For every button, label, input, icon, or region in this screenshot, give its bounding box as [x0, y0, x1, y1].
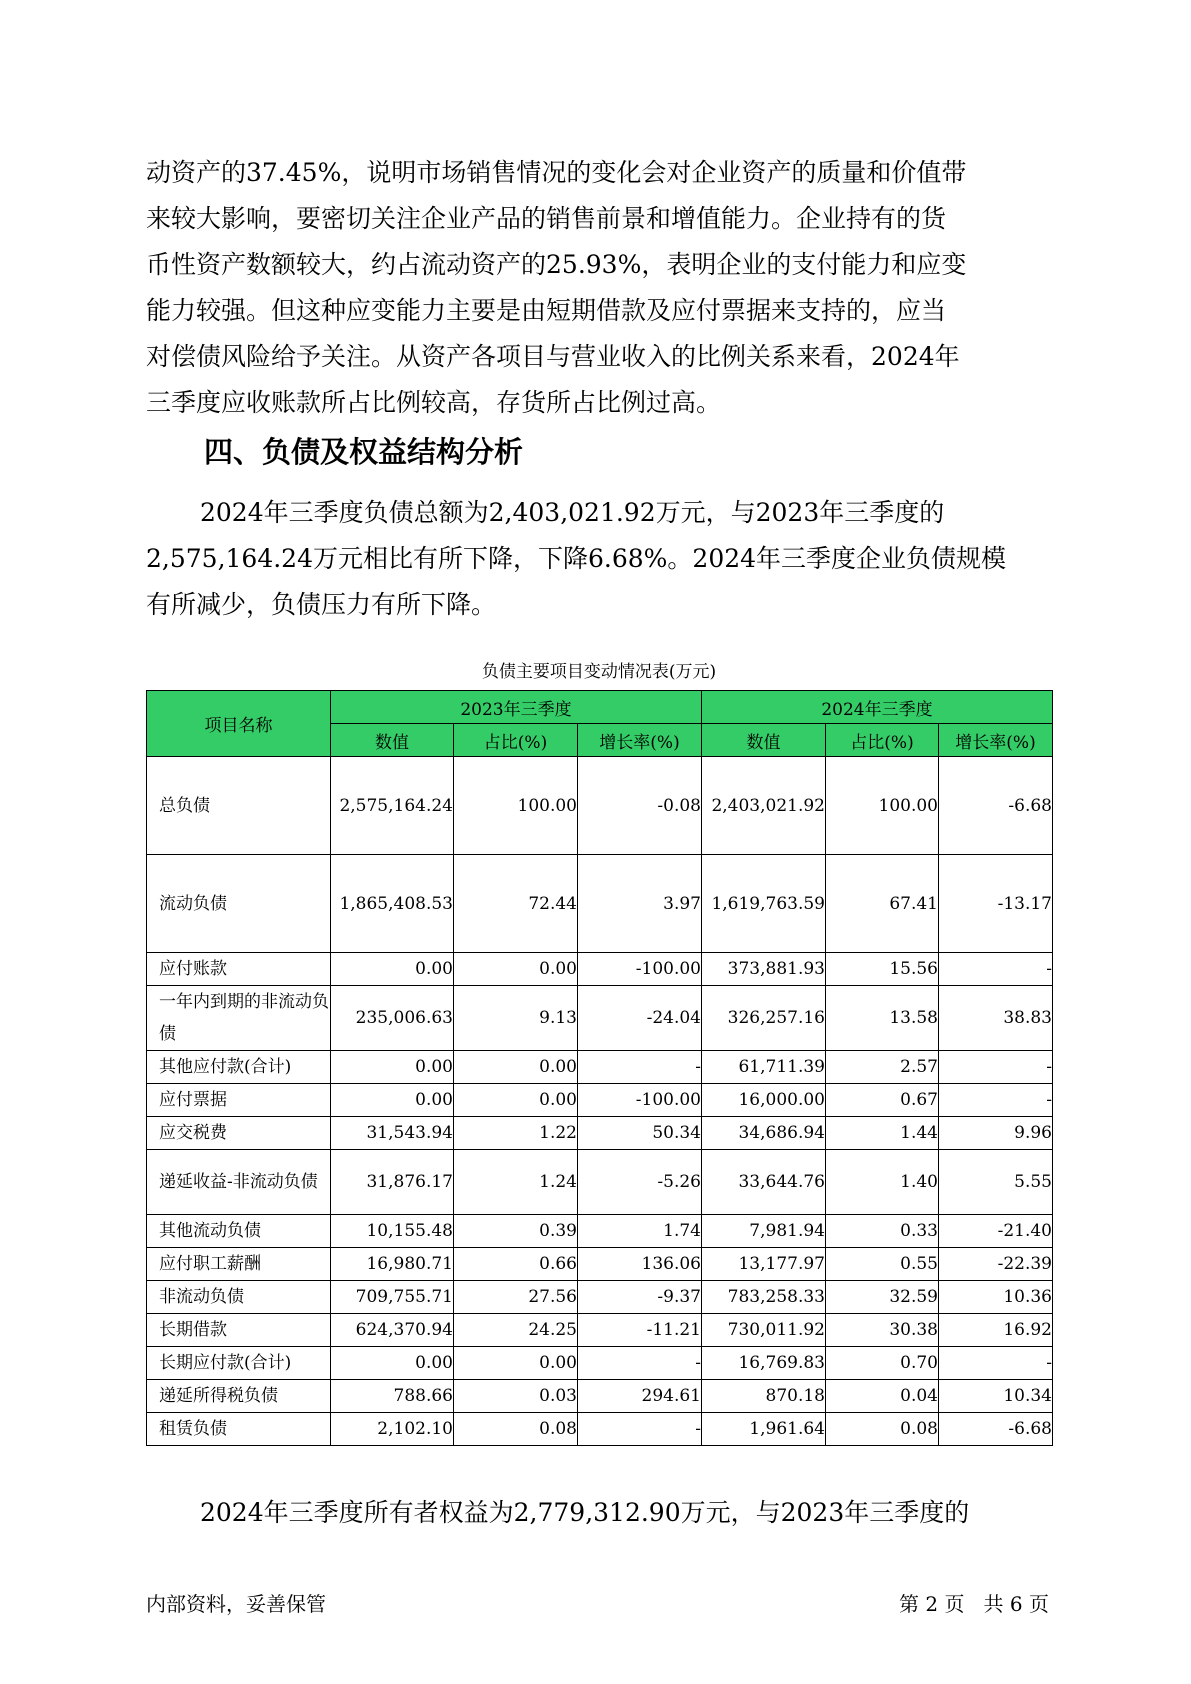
- row-value-cell: 10.34: [939, 1380, 1053, 1413]
- table-caption: 负债主要项目变动情况表(万元): [481, 662, 717, 682]
- text-line: 能力较强。但这种应变能力主要是由短期借款及应付票据来支持的，应当: [146, 296, 947, 325]
- row-value-cell: 3.97: [578, 855, 702, 953]
- row-value-cell: -: [578, 1347, 702, 1380]
- table-row: [147, 855, 1053, 953]
- row-value-cell: 326,257.16: [702, 986, 826, 1051]
- row-item-name: 流动负债: [147, 855, 331, 953]
- table-body: [147, 757, 1053, 1446]
- row-value-cell: 0.00: [454, 1347, 578, 1380]
- row-value-cell: 1,865,408.53: [331, 855, 454, 953]
- row-value-cell: 1.24: [454, 1150, 578, 1215]
- row-value-cell: 0.08: [826, 1413, 939, 1446]
- table-row: [147, 1117, 1053, 1150]
- row-value-cell: 0.70: [826, 1347, 939, 1380]
- row-value-cell: 0.55: [826, 1248, 939, 1281]
- row-value-cell: 0.33: [826, 1215, 939, 1248]
- row-value-cell: -100.00: [578, 953, 702, 986]
- row-value-cell: 10,155.48: [331, 1215, 454, 1248]
- row-value-cell: 870.18: [702, 1380, 826, 1413]
- row-value-cell: 15.56: [826, 953, 939, 986]
- row-value-cell: 100.00: [826, 757, 939, 855]
- footer-page-number: 第 2 页 共 6 页: [899, 1592, 1049, 1616]
- row-value-cell: 0.67: [826, 1084, 939, 1117]
- text-line: 2024年三季度所有者权益为2,779,312.90万元，与2023年三季度的: [200, 1498, 970, 1527]
- row-value-cell: 0.00: [331, 953, 454, 986]
- row-value-cell: -: [939, 1084, 1053, 1117]
- row-value-cell: 1.22: [454, 1117, 578, 1150]
- row-value-cell: 67.41: [826, 855, 939, 953]
- paragraph-asset-analysis: [146, 150, 1046, 426]
- header-item-name: 项目名称: [147, 691, 331, 757]
- row-value-cell: 32.59: [826, 1281, 939, 1314]
- row-value-cell: 31,543.94: [331, 1117, 454, 1150]
- row-value-cell: 624,370.94: [331, 1314, 454, 1347]
- liability-table: [146, 690, 1053, 1446]
- header-value: 数值: [702, 724, 826, 757]
- row-value-cell: 7,981.94: [702, 1215, 826, 1248]
- row-value-cell: 61,711.39: [702, 1051, 826, 1084]
- row-item-name: 非流动负债: [147, 1281, 331, 1314]
- row-value-cell: 0.39: [454, 1215, 578, 1248]
- row-value-cell: 13,177.97: [702, 1248, 826, 1281]
- row-item-name: 租赁负债: [147, 1413, 331, 1446]
- header-period-2023: 2023年三季度: [331, 691, 702, 724]
- row-item-name: 递延收益-非流动负债: [147, 1150, 331, 1215]
- row-value-cell: 24.25: [454, 1314, 578, 1347]
- row-value-cell: 1.44: [826, 1117, 939, 1150]
- row-value-cell: 0.08: [454, 1413, 578, 1446]
- text-line: 2,575,164.24万元相比有所下降，下降6.68%。2024年三季度企业负债规模: [146, 544, 1007, 573]
- row-value-cell: 31,876.17: [331, 1150, 454, 1215]
- header-value: 数值: [331, 724, 454, 757]
- paragraph-equity-summary: [146, 1490, 1046, 1536]
- row-value-cell: 136.06: [578, 1248, 702, 1281]
- row-value-cell: 16,769.83: [702, 1347, 826, 1380]
- row-value-cell: 2.57: [826, 1051, 939, 1084]
- row-value-cell: 30.38: [826, 1314, 939, 1347]
- paragraph-liability-summary: [146, 490, 1046, 628]
- header-growth: 增长率(%): [939, 724, 1053, 757]
- row-value-cell: 0.00: [331, 1347, 454, 1380]
- row-item-name: 其他应付款(合计): [147, 1051, 331, 1084]
- row-value-cell: 0.00: [454, 953, 578, 986]
- header-period-2024: 2024年三季度: [702, 691, 1053, 724]
- table-row: [147, 1150, 1053, 1215]
- row-item-name: 应付账款: [147, 953, 331, 986]
- row-value-cell: 1.40: [826, 1150, 939, 1215]
- table-row: [147, 1347, 1053, 1380]
- row-item-name: 递延所得税负债: [147, 1380, 331, 1413]
- row-value-cell: -13.17: [939, 855, 1053, 953]
- row-value-cell: 0.66: [454, 1248, 578, 1281]
- row-value-cell: 0.00: [331, 1051, 454, 1084]
- row-value-cell: 1,961.64: [702, 1413, 826, 1446]
- row-value-cell: 72.44: [454, 855, 578, 953]
- row-item-name: 一年内到期的非流动负债: [147, 986, 331, 1051]
- text-line: 2024年三季度负债总额为2,403,021.92万元，与2023年三季度的: [200, 498, 945, 527]
- row-value-cell: 27.56: [454, 1281, 578, 1314]
- row-value-cell: 235,006.63: [331, 986, 454, 1051]
- row-value-cell: -5.26: [578, 1150, 702, 1215]
- table-row: [147, 757, 1053, 855]
- row-value-cell: -: [578, 1413, 702, 1446]
- row-value-cell: 9.96: [939, 1117, 1053, 1150]
- text-line: 动资产的37.45%，说明市场销售情况的变化会对企业资产的质量和价值带: [146, 158, 967, 187]
- row-value-cell: 33,644.76: [702, 1150, 826, 1215]
- table-row: [147, 1413, 1053, 1446]
- row-value-cell: 50.34: [578, 1117, 702, 1150]
- row-value-cell: 0.04: [826, 1380, 939, 1413]
- row-item-name: 长期应付款(合计): [147, 1347, 331, 1380]
- row-value-cell: -: [939, 1051, 1053, 1084]
- row-value-cell: 38.83: [939, 986, 1053, 1051]
- text-line: 来较大影响，要密切关注企业产品的销售前景和增值能力。企业持有的货: [146, 204, 947, 233]
- table-row: [147, 1380, 1053, 1413]
- row-value-cell: -6.68: [939, 1413, 1053, 1446]
- row-value-cell: 1,619,763.59: [702, 855, 826, 953]
- row-value-cell: 2,102.10: [331, 1413, 454, 1446]
- row-value-cell: 16,000.00: [702, 1084, 826, 1117]
- row-value-cell: 10.36: [939, 1281, 1053, 1314]
- row-value-cell: 9.13: [454, 986, 578, 1051]
- table-row: [147, 986, 1053, 1051]
- row-value-cell: -6.68: [939, 757, 1053, 855]
- row-value-cell: 0.03: [454, 1380, 578, 1413]
- row-item-name: 长期借款: [147, 1314, 331, 1347]
- table-row: [147, 953, 1053, 986]
- row-value-cell: -0.08: [578, 757, 702, 855]
- table-row: [147, 1248, 1053, 1281]
- row-value-cell: 100.00: [454, 757, 578, 855]
- row-value-cell: 709,755.71: [331, 1281, 454, 1314]
- table-row: [147, 1084, 1053, 1117]
- row-value-cell: -100.00: [578, 1084, 702, 1117]
- row-value-cell: -21.40: [939, 1215, 1053, 1248]
- row-item-name: 其他流动负债: [147, 1215, 331, 1248]
- text-line: 有所减少，负债压力有所下降。: [146, 590, 497, 619]
- row-value-cell: 34,686.94: [702, 1117, 826, 1150]
- section-heading: 四、负债及权益结构分析: [204, 435, 524, 469]
- row-value-cell: 0.00: [454, 1051, 578, 1084]
- row-value-cell: -: [578, 1051, 702, 1084]
- text-line: 币性资产数额较大，约占流动资产的25.93%，表明企业的支付能力和应变: [146, 250, 967, 279]
- row-value-cell: 0.00: [331, 1084, 454, 1117]
- row-value-cell: 0.00: [454, 1084, 578, 1117]
- row-value-cell: -: [939, 953, 1053, 986]
- row-item-name: 应付票据: [147, 1084, 331, 1117]
- row-item-name: 应付职工薪酬: [147, 1248, 331, 1281]
- row-value-cell: 2,403,021.92: [702, 757, 826, 855]
- row-value-cell: 373,881.93: [702, 953, 826, 986]
- row-value-cell: -: [939, 1347, 1053, 1380]
- header-share: 占比(%): [454, 724, 578, 757]
- row-value-cell: 730,011.92: [702, 1314, 826, 1347]
- row-value-cell: 788.66: [331, 1380, 454, 1413]
- row-item-name: 总负债: [147, 757, 331, 855]
- table-row: [147, 1314, 1053, 1347]
- text-line: 三季度应收账款所占比例较高，存货所占比例过高。: [146, 388, 722, 417]
- table-row: [147, 1051, 1053, 1084]
- row-value-cell: 294.61: [578, 1380, 702, 1413]
- row-value-cell: -9.37: [578, 1281, 702, 1314]
- row-value-cell: 16,980.71: [331, 1248, 454, 1281]
- table-row: [147, 1215, 1053, 1248]
- row-value-cell: 16.92: [939, 1314, 1053, 1347]
- row-value-cell: 13.58: [826, 986, 939, 1051]
- row-value-cell: 783,258.33: [702, 1281, 826, 1314]
- row-value-cell: 2,575,164.24: [331, 757, 454, 855]
- table-row: [147, 1281, 1053, 1314]
- row-value-cell: -11.21: [578, 1314, 702, 1347]
- row-value-cell: -22.39: [939, 1248, 1053, 1281]
- row-value-cell: 5.55: [939, 1150, 1053, 1215]
- row-value-cell: -24.04: [578, 986, 702, 1051]
- header-share: 占比(%): [826, 724, 939, 757]
- header-growth: 增长率(%): [578, 724, 702, 757]
- row-item-name: 应交税费: [147, 1117, 331, 1150]
- footer-confidential-note: 内部资料，妥善保管: [146, 1592, 326, 1616]
- text-line: 对偿债风险给予关注。从资产各项目与营业收入的比例关系来看，2024年: [146, 342, 960, 371]
- row-value-cell: 1.74: [578, 1215, 702, 1248]
